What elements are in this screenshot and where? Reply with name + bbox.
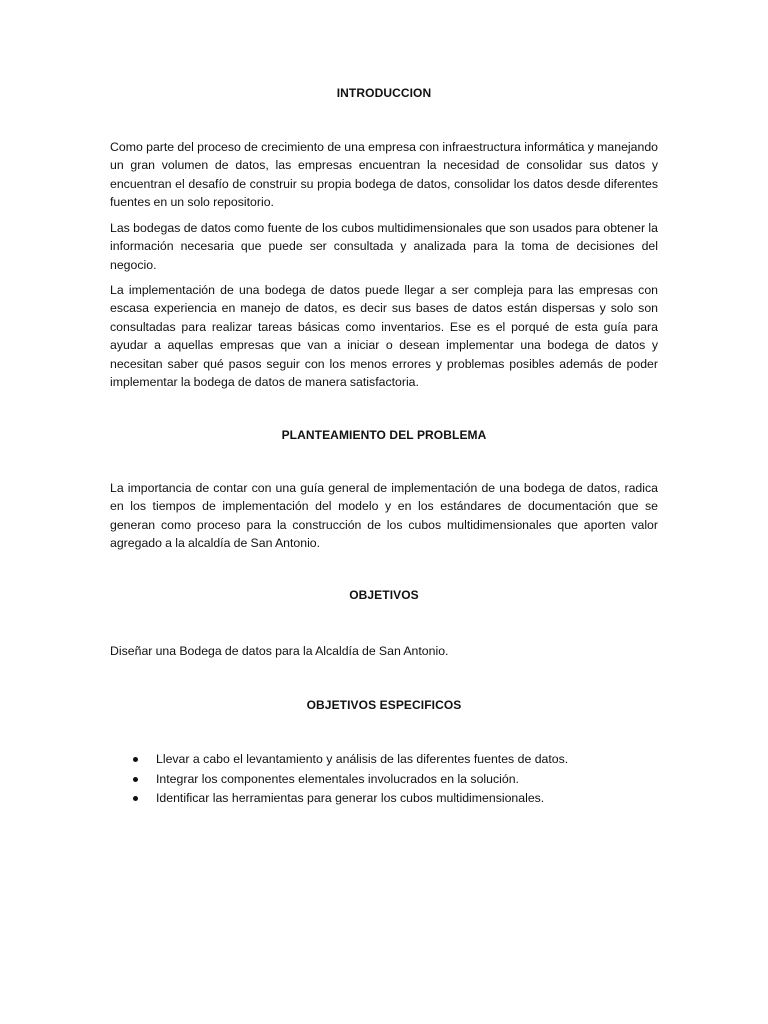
objetivos-paragraph: Diseñar una Bodega de datos para la Alcaldía de San Antonio.	[110, 644, 449, 658]
document-page	[110, 0, 658, 1024]
list-item-text: Identificar las herramientas para generar los cubos multidimensionales.	[156, 791, 545, 805]
intro-paragraph-2: Las bodegas de datos como fuente de los cubos multidimensionales que son usados para obtener la información necesaria que puede ser consultada y analizada para la toma de decisiones del negocio.	[110, 221, 658, 272]
list-item-text: Integrar los componentes elementales involucrados en la solución.	[156, 771, 519, 786]
intro-paragraph-1: Como parte del proceso de crecimiento de una empresa con infraestructura informática y manejando un gran volumen de datos, las empresas encuentran la necesidad de consolidar sus datos y encuentran el desafío de construir su propia bodega de datos, consolidar los datos desde diferentes fuentes en un solo repositorio.	[110, 140, 658, 210]
list-item	[110, 750, 658, 770]
heading-introduccion: INTRODUCCION	[336, 86, 432, 100]
bullet-dot-icon	[133, 757, 138, 762]
list-item-text: Llevar a cabo el levantamiento y análisis de las diferentes fuentes de datos.	[156, 752, 569, 766]
list-item	[110, 770, 658, 790]
heading-objetivos-especificos: OBJETIVOS ESPECIFICOS	[306, 698, 462, 712]
bullet-dot-icon	[133, 796, 138, 801]
list-item	[110, 789, 658, 809]
intro-paragraph-3: La implementación de una bodega de datos puede llegar a ser compleja para las empresas con escasa experiencia en manejo de datos, es decir sus bases de datos están dispersas y solo son consultadas para realizar tareas básicas como inventarios. Ese es el porqué de esta guía para ayudar a aquellas empresas que van a iniciar o desean implementar una bodega de datos y necesitan saber qué pasos seguir con los menos errores y problemas posibles además de poder implementar la bodega de datos de manera satisfactoria.	[110, 283, 658, 390]
objetivos-especificos-list	[110, 750, 658, 809]
heading-objetivos: OBJETIVOS	[349, 588, 419, 602]
heading-planteamiento: PLANTEAMIENTO DEL PROBLEMA	[281, 428, 487, 442]
bullet-dot-icon	[133, 777, 138, 782]
planteamiento-paragraph: La importancia de contar con una guía general de implementación de una bodega de datos, radica en los tiempos de implementación del modelo y en los estándares de documentación que se generan como proceso para la construcción de los cubos multidimensionales que aporten valor agregado a la alcaldía de San Antonio.	[110, 481, 658, 551]
